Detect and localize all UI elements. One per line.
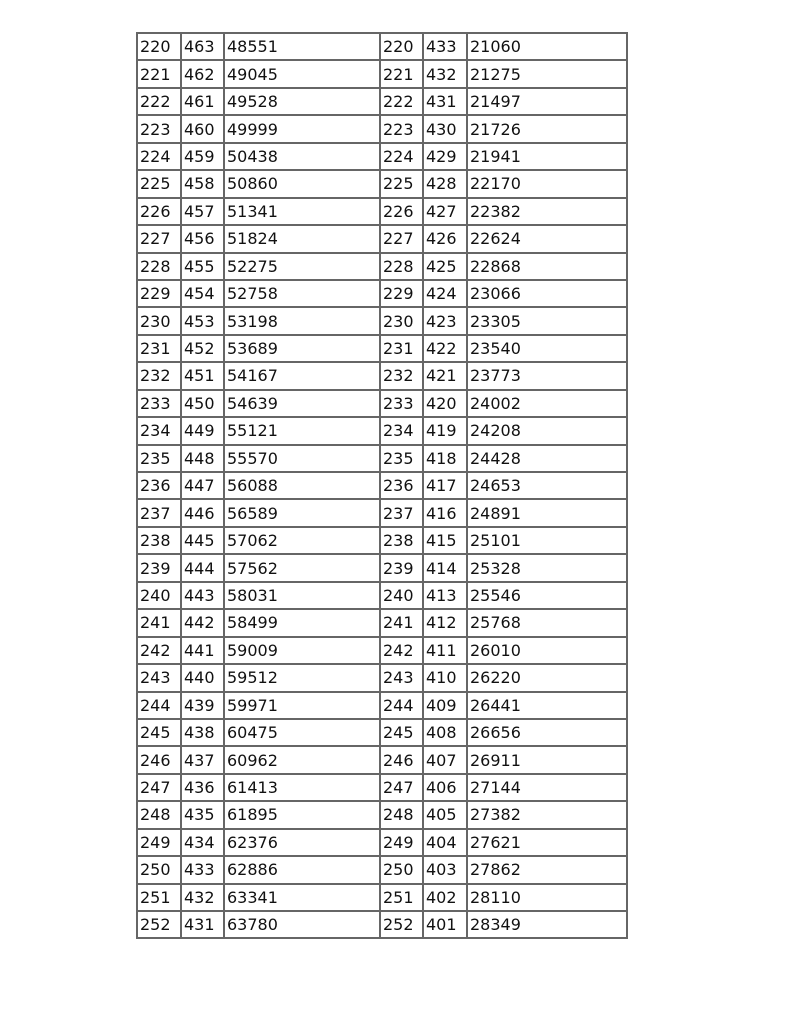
- cumulative-left-cell: 48551: [224, 33, 380, 60]
- rank-left-cell: 237: [137, 499, 181, 526]
- score-right-cell: 422: [423, 335, 467, 362]
- rank-left-cell: 220: [137, 33, 181, 60]
- table-row: [137, 33, 627, 60]
- table-row: [137, 719, 627, 746]
- score-right-cell: 423: [423, 307, 467, 334]
- cumulative-right-cell: 27621: [467, 829, 627, 856]
- rank-right-cell: 246: [380, 746, 423, 773]
- score-right-cell: 416: [423, 499, 467, 526]
- score-right-cell: 412: [423, 609, 467, 636]
- cumulative-right-cell: 23540: [467, 335, 627, 362]
- score-right-cell: 425: [423, 253, 467, 280]
- cumulative-left-cell: 59512: [224, 664, 380, 691]
- table-row: [137, 664, 627, 691]
- table-row: [137, 829, 627, 856]
- cumulative-left-cell: 51824: [224, 225, 380, 252]
- rank-left-cell: 242: [137, 637, 181, 664]
- cumulative-right-cell: 26911: [467, 746, 627, 773]
- score-right-cell: 421: [423, 362, 467, 389]
- score-left-cell: 440: [181, 664, 224, 691]
- score-right-cell: 433: [423, 33, 467, 60]
- rank-right-cell: 237: [380, 499, 423, 526]
- rank-left-cell: 225: [137, 170, 181, 197]
- cumulative-right-cell: 24428: [467, 445, 627, 472]
- score-right-cell: 428: [423, 170, 467, 197]
- rank-left-cell: 223: [137, 115, 181, 142]
- cumulative-left-cell: 58499: [224, 609, 380, 636]
- cumulative-right-cell: 21497: [467, 88, 627, 115]
- cumulative-left-cell: 52275: [224, 253, 380, 280]
- score-right-cell: 407: [423, 746, 467, 773]
- score-left-cell: 460: [181, 115, 224, 142]
- cumulative-right-cell: 23773: [467, 362, 627, 389]
- rank-left-cell: 243: [137, 664, 181, 691]
- score-left-cell: 445: [181, 527, 224, 554]
- cumulative-right-cell: 23066: [467, 280, 627, 307]
- rank-right-cell: 239: [380, 554, 423, 581]
- score-right-cell: 402: [423, 884, 467, 911]
- score-left-cell: 452: [181, 335, 224, 362]
- score-left-cell: 454: [181, 280, 224, 307]
- rank-right-cell: 225: [380, 170, 423, 197]
- rank-left-cell: 233: [137, 390, 181, 417]
- score-left-cell: 444: [181, 554, 224, 581]
- score-left-cell: 437: [181, 746, 224, 773]
- cumulative-left-cell: 61895: [224, 801, 380, 828]
- cumulative-right-cell: 21060: [467, 33, 627, 60]
- score-right-cell: 401: [423, 911, 467, 938]
- cumulative-left-cell: 55570: [224, 445, 380, 472]
- score-left-cell: 431: [181, 911, 224, 938]
- rank-right-cell: 220: [380, 33, 423, 60]
- rank-right-cell: 244: [380, 692, 423, 719]
- table-body: [137, 33, 627, 938]
- score-right-cell: 408: [423, 719, 467, 746]
- table-row: [137, 225, 627, 252]
- cumulative-right-cell: 27862: [467, 856, 627, 883]
- table-row: [137, 554, 627, 581]
- table-row: [137, 801, 627, 828]
- score-left-cell: 439: [181, 692, 224, 719]
- cumulative-right-cell: 22624: [467, 225, 627, 252]
- cumulative-left-cell: 49999: [224, 115, 380, 142]
- score-left-cell: 442: [181, 609, 224, 636]
- rank-left-cell: 224: [137, 143, 181, 170]
- cumulative-right-cell: 24208: [467, 417, 627, 444]
- score-right-cell: 429: [423, 143, 467, 170]
- cumulative-right-cell: 25546: [467, 582, 627, 609]
- score-left-cell: 443: [181, 582, 224, 609]
- rank-right-cell: 230: [380, 307, 423, 334]
- table-row: [137, 774, 627, 801]
- rank-right-cell: 232: [380, 362, 423, 389]
- rank-left-cell: 240: [137, 582, 181, 609]
- cumulative-left-cell: 63341: [224, 884, 380, 911]
- rank-right-cell: 222: [380, 88, 423, 115]
- rank-right-cell: 227: [380, 225, 423, 252]
- cumulative-right-cell: 26656: [467, 719, 627, 746]
- score-left-cell: 450: [181, 390, 224, 417]
- cumulative-right-cell: 26220: [467, 664, 627, 691]
- cumulative-left-cell: 49528: [224, 88, 380, 115]
- score-right-cell: 431: [423, 88, 467, 115]
- rank-left-cell: 245: [137, 719, 181, 746]
- rank-right-cell: 243: [380, 664, 423, 691]
- cumulative-right-cell: 26010: [467, 637, 627, 664]
- table-row: [137, 198, 627, 225]
- cumulative-left-cell: 59971: [224, 692, 380, 719]
- score-left-cell: 458: [181, 170, 224, 197]
- table-row: [137, 609, 627, 636]
- table-row: [137, 280, 627, 307]
- cumulative-left-cell: 51341: [224, 198, 380, 225]
- table-row: [137, 911, 627, 938]
- cumulative-left-cell: 54167: [224, 362, 380, 389]
- score-left-cell: 461: [181, 88, 224, 115]
- cumulative-right-cell: 25328: [467, 554, 627, 581]
- cumulative-right-cell: 21941: [467, 143, 627, 170]
- rank-right-cell: 242: [380, 637, 423, 664]
- rank-left-cell: 246: [137, 746, 181, 773]
- cumulative-right-cell: 22170: [467, 170, 627, 197]
- cumulative-right-cell: 22382: [467, 198, 627, 225]
- table-row: [137, 88, 627, 115]
- score-left-cell: 457: [181, 198, 224, 225]
- cumulative-right-cell: 21275: [467, 60, 627, 87]
- score-left-cell: 463: [181, 33, 224, 60]
- rank-right-cell: 236: [380, 472, 423, 499]
- cumulative-right-cell: 28110: [467, 884, 627, 911]
- rank-right-cell: 231: [380, 335, 423, 362]
- score-right-cell: 409: [423, 692, 467, 719]
- table-row: [137, 582, 627, 609]
- cumulative-left-cell: 58031: [224, 582, 380, 609]
- table-row: [137, 472, 627, 499]
- cumulative-left-cell: 53689: [224, 335, 380, 362]
- score-left-cell: 449: [181, 417, 224, 444]
- rank-right-cell: 238: [380, 527, 423, 554]
- score-right-cell: 417: [423, 472, 467, 499]
- table-row: [137, 746, 627, 773]
- rank-left-cell: 232: [137, 362, 181, 389]
- score-left-cell: 438: [181, 719, 224, 746]
- rank-right-cell: 221: [380, 60, 423, 87]
- score-right-cell: 404: [423, 829, 467, 856]
- cumulative-right-cell: 24002: [467, 390, 627, 417]
- score-left-cell: 435: [181, 801, 224, 828]
- rank-left-cell: 222: [137, 88, 181, 115]
- score-left-cell: 459: [181, 143, 224, 170]
- rank-left-cell: 247: [137, 774, 181, 801]
- score-left-cell: 441: [181, 637, 224, 664]
- rank-right-cell: 245: [380, 719, 423, 746]
- cumulative-right-cell: 28349: [467, 911, 627, 938]
- cumulative-left-cell: 62376: [224, 829, 380, 856]
- rank-left-cell: 239: [137, 554, 181, 581]
- cumulative-right-cell: 21726: [467, 115, 627, 142]
- rank-left-cell: 241: [137, 609, 181, 636]
- table-row: [137, 445, 627, 472]
- cumulative-left-cell: 57562: [224, 554, 380, 581]
- cumulative-left-cell: 54639: [224, 390, 380, 417]
- rank-right-cell: 226: [380, 198, 423, 225]
- score-left-cell: 446: [181, 499, 224, 526]
- table-row: [137, 253, 627, 280]
- rank-left-cell: 252: [137, 911, 181, 938]
- rank-right-cell: 235: [380, 445, 423, 472]
- rank-left-cell: 234: [137, 417, 181, 444]
- rank-left-cell: 250: [137, 856, 181, 883]
- rank-right-cell: 250: [380, 856, 423, 883]
- table-row: [137, 417, 627, 444]
- table-row: [137, 143, 627, 170]
- score-right-cell: 405: [423, 801, 467, 828]
- score-right-cell: 418: [423, 445, 467, 472]
- rank-left-cell: 235: [137, 445, 181, 472]
- cumulative-right-cell: 25101: [467, 527, 627, 554]
- cumulative-right-cell: 26441: [467, 692, 627, 719]
- rank-right-cell: 240: [380, 582, 423, 609]
- score-right-cell: 411: [423, 637, 467, 664]
- table-row: [137, 390, 627, 417]
- table-row: [137, 335, 627, 362]
- rank-right-cell: 249: [380, 829, 423, 856]
- cumulative-left-cell: 57062: [224, 527, 380, 554]
- cumulative-left-cell: 61413: [224, 774, 380, 801]
- cumulative-left-cell: 63780: [224, 911, 380, 938]
- cumulative-left-cell: 56088: [224, 472, 380, 499]
- rank-right-cell: 248: [380, 801, 423, 828]
- rank-right-cell: 241: [380, 609, 423, 636]
- cumulative-left-cell: 53198: [224, 307, 380, 334]
- rank-left-cell: 249: [137, 829, 181, 856]
- rank-left-cell: 227: [137, 225, 181, 252]
- cumulative-right-cell: 24653: [467, 472, 627, 499]
- cumulative-left-cell: 56589: [224, 499, 380, 526]
- cumulative-right-cell: 23305: [467, 307, 627, 334]
- rank-left-cell: 248: [137, 801, 181, 828]
- score-left-cell: 432: [181, 884, 224, 911]
- score-right-cell: 413: [423, 582, 467, 609]
- score-right-cell: 403: [423, 856, 467, 883]
- score-right-cell: 430: [423, 115, 467, 142]
- cumulative-left-cell: 59009: [224, 637, 380, 664]
- score-left-cell: 453: [181, 307, 224, 334]
- rank-right-cell: 234: [380, 417, 423, 444]
- cumulative-left-cell: 62886: [224, 856, 380, 883]
- rank-left-cell: 221: [137, 60, 181, 87]
- cumulative-right-cell: 25768: [467, 609, 627, 636]
- cumulative-left-cell: 60475: [224, 719, 380, 746]
- rank-left-cell: 251: [137, 884, 181, 911]
- cumulative-left-cell: 50860: [224, 170, 380, 197]
- rank-right-cell: 233: [380, 390, 423, 417]
- rank-left-cell: 231: [137, 335, 181, 362]
- score-right-cell: 419: [423, 417, 467, 444]
- table-row: [137, 307, 627, 334]
- table-row: [137, 115, 627, 142]
- score-right-cell: 410: [423, 664, 467, 691]
- score-left-cell: 433: [181, 856, 224, 883]
- rank-right-cell: 223: [380, 115, 423, 142]
- rank-left-cell: 236: [137, 472, 181, 499]
- score-left-cell: 434: [181, 829, 224, 856]
- cumulative-right-cell: 27144: [467, 774, 627, 801]
- cumulative-right-cell: 24891: [467, 499, 627, 526]
- score-right-cell: 406: [423, 774, 467, 801]
- score-right-cell: 427: [423, 198, 467, 225]
- table-row: [137, 60, 627, 87]
- rank-right-cell: 247: [380, 774, 423, 801]
- rank-left-cell: 226: [137, 198, 181, 225]
- score-right-cell: 415: [423, 527, 467, 554]
- cumulative-left-cell: 49045: [224, 60, 380, 87]
- table-row: [137, 637, 627, 664]
- cumulative-left-cell: 50438: [224, 143, 380, 170]
- score-left-cell: 447: [181, 472, 224, 499]
- rank-right-cell: 224: [380, 143, 423, 170]
- rank-left-cell: 229: [137, 280, 181, 307]
- score-left-cell: 456: [181, 225, 224, 252]
- score-rank-table: [136, 32, 628, 939]
- cumulative-left-cell: 52758: [224, 280, 380, 307]
- rank-left-cell: 230: [137, 307, 181, 334]
- score-left-cell: 451: [181, 362, 224, 389]
- score-left-cell: 448: [181, 445, 224, 472]
- table-row: [137, 884, 627, 911]
- rank-left-cell: 238: [137, 527, 181, 554]
- score-right-cell: 420: [423, 390, 467, 417]
- cumulative-right-cell: 22868: [467, 253, 627, 280]
- table-row: [137, 499, 627, 526]
- rank-right-cell: 228: [380, 253, 423, 280]
- score-left-cell: 436: [181, 774, 224, 801]
- cumulative-right-cell: 27382: [467, 801, 627, 828]
- score-right-cell: 414: [423, 554, 467, 581]
- cumulative-left-cell: 60962: [224, 746, 380, 773]
- rank-left-cell: 244: [137, 692, 181, 719]
- score-left-cell: 455: [181, 253, 224, 280]
- score-right-cell: 426: [423, 225, 467, 252]
- table-row: [137, 856, 627, 883]
- score-left-cell: 462: [181, 60, 224, 87]
- rank-right-cell: 251: [380, 884, 423, 911]
- cumulative-left-cell: 55121: [224, 417, 380, 444]
- table-row: [137, 692, 627, 719]
- table-row: [137, 170, 627, 197]
- score-right-cell: 424: [423, 280, 467, 307]
- rank-right-cell: 229: [380, 280, 423, 307]
- rank-left-cell: 228: [137, 253, 181, 280]
- table-row: [137, 362, 627, 389]
- table-row: [137, 527, 627, 554]
- score-right-cell: 432: [423, 60, 467, 87]
- rank-right-cell: 252: [380, 911, 423, 938]
